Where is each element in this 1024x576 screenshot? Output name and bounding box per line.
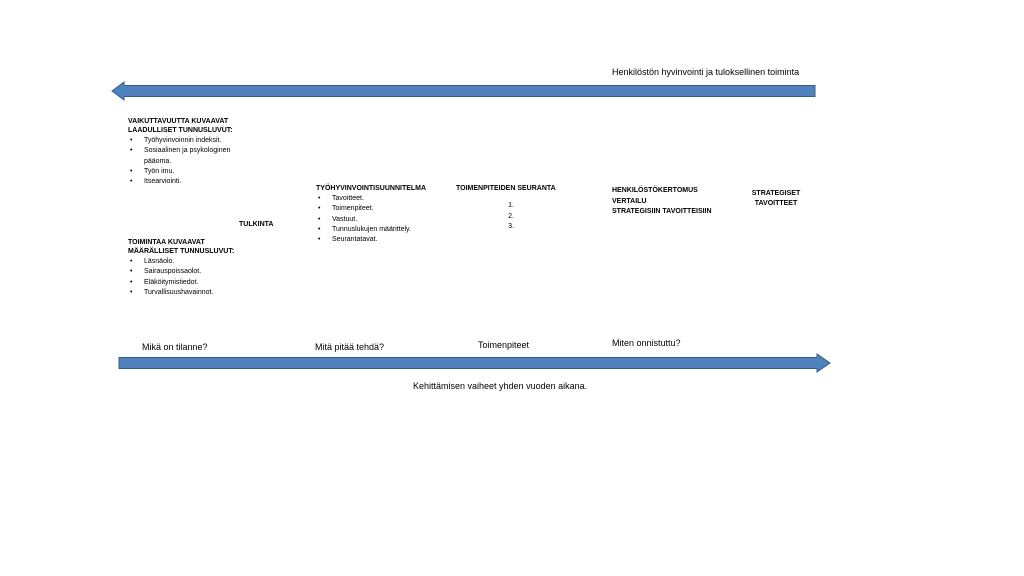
- bottom-arrow-shape: [119, 354, 830, 372]
- measures-followup: [456, 184, 566, 233]
- top-arrow: [110, 80, 820, 102]
- followup-heading: TOIMENPITEIDEN SEURANTA: [456, 185, 556, 192]
- top-arrow-shape: [112, 82, 815, 100]
- list-item: • Työn imu.: [128, 167, 263, 177]
- plan-list: [316, 194, 451, 245]
- plan-heading: TYÖHYVINVOINTISUUNNITELMA: [316, 185, 427, 192]
- interpretation-label: TULKINTA: [239, 221, 274, 228]
- question-success: Miten onnistuttu?: [612, 338, 681, 348]
- list-item: 3.: [508, 223, 514, 230]
- followup-list: [456, 201, 566, 233]
- bottom-arrow-label: Kehittämisen vaiheet yhden vuoden aikana.: [413, 381, 588, 391]
- question-measures: Toimenpiteet: [478, 340, 530, 350]
- list-item: • Työhyvinvoinnin indeksit.: [128, 136, 263, 146]
- list-item: • Läsnäolo.: [128, 257, 268, 267]
- qualitative-indicators: [128, 117, 263, 187]
- quantitative-heading: TOIMINTAA KUVAAVAT MÄÄRÄLLISET TUNNUSLUVUT:: [128, 239, 235, 255]
- top-arrow-label: Henkilöstön hyvinvointi ja tuloksellinen toiminta: [612, 67, 800, 77]
- list-item: • Tavoitteet.: [316, 194, 451, 204]
- list-item: 2.: [508, 212, 514, 220]
- list-item: • Tunnuslukujen määrittely.: [316, 225, 451, 235]
- quantitative-list: [128, 257, 268, 298]
- question-what-to-do: Mitä pitää tehdä?: [315, 342, 385, 352]
- list-item: • Sairauspoissaolot.: [128, 267, 268, 277]
- question-situation: Mikä on tilanne?: [142, 342, 208, 352]
- bottom-arrow: [117, 352, 833, 374]
- personnel-report: HENKILÖSTÖKERTOMUS VERTAILU STRATEGISIIN TAVOITTEISIIN: [612, 187, 712, 215]
- list-item: • Toimenpiteet.: [316, 204, 451, 214]
- qualitative-heading: VAIKUTTAVUUTTA KUVAAVAT LAADULLISET TUNNUSLUVUT:: [128, 118, 233, 134]
- list-item: • Turvallisuushavainnot.: [128, 288, 268, 298]
- quantitative-indicators: [128, 238, 268, 298]
- wellbeing-plan: [316, 184, 451, 245]
- list-item: 1.: [508, 202, 514, 209]
- qualitative-list: [128, 136, 263, 187]
- list-item: • Seurantatavat.: [316, 235, 451, 245]
- list-item: • Itsearviointi.: [128, 177, 263, 187]
- list-item: • Vastuut.: [316, 215, 451, 225]
- list-item: • Sosiaalinen ja psykologinen pääoma.: [128, 146, 244, 167]
- strategic-goals: STRATEGISET TAVOITTEET: [751, 190, 801, 207]
- list-item: • Eläköitymistiedot.: [128, 278, 268, 288]
